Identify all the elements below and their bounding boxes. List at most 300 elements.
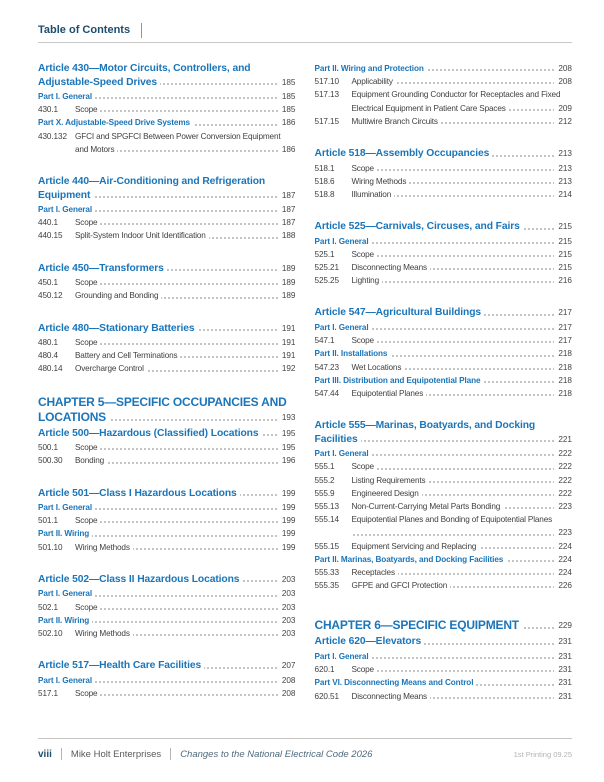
entry-body: [75, 229, 296, 242]
toc-entry-item[interactable]: [38, 349, 296, 362]
entry-page-number: 222: [554, 447, 572, 460]
entry-title: Part VI. Disconnecting Means and Control: [315, 678, 477, 687]
toc-column-left: [38, 62, 296, 722]
entry-title: Part I. General: [38, 92, 95, 101]
entry-page-number: 207: [278, 659, 296, 673]
entry-title: Scope: [75, 516, 100, 525]
toc-entry-part[interactable]: [315, 650, 573, 663]
entry-page-number: 217: [554, 334, 572, 347]
entry-title: Disconnecting Means: [352, 692, 430, 701]
entry-title: Scope: [75, 278, 100, 287]
entry-title: Non-Current-Carrying Metal Parts Bonding: [352, 502, 504, 511]
toc-entry-part[interactable]: [38, 90, 296, 103]
entry-title: Part I. General: [315, 449, 372, 458]
entry-page-number: 231: [554, 663, 572, 676]
entry-page-number: 222: [554, 487, 572, 500]
entry-title: CHAPTER 5—SPECIFIC OCCUPANCIES AND LOCATIONS: [38, 395, 290, 424]
entry-page-number: 214: [554, 188, 572, 201]
entry-page-number: 203: [278, 614, 296, 627]
entry-number: 500.1: [38, 441, 58, 454]
entry-page-number: 191: [278, 336, 296, 349]
entry-page-number: 209: [554, 102, 572, 115]
entry-title: Article 518—Assembly Occupancies: [315, 148, 493, 159]
entry-number: 500.30: [38, 454, 62, 467]
toc-entry-item[interactable]: [38, 454, 296, 467]
entry-body: [75, 289, 296, 302]
toc-entry-article[interactable]: [38, 427, 296, 441]
footer-printing-info: 1st Printing 09.25: [513, 749, 572, 759]
entry-body: [352, 460, 573, 473]
toc-entry-part[interactable]: [38, 203, 296, 216]
entry-title: Scope: [352, 665, 377, 674]
entry-page-number: 222: [554, 460, 572, 473]
entry-title: Equipment Servicing and Replacing: [352, 542, 480, 551]
entry-body: [75, 130, 296, 156]
entry-title: Part X. Adjustable-Speed Drive Systems: [38, 118, 193, 127]
entry-number: 502.10: [38, 627, 62, 640]
entry-page-number: 193: [278, 410, 296, 425]
entry-number: 547.1: [315, 334, 335, 347]
entry-page-number: 189: [278, 262, 296, 276]
entry-body: [75, 336, 296, 349]
entry-body: [75, 541, 296, 554]
entry-title: Article 500—Hazardous (Classified) Locations: [38, 428, 261, 439]
entry-body: [352, 261, 573, 274]
toc-entry-part[interactable]: [315, 235, 573, 248]
entry-title: Article 525—Carnivals, Circuses, and Fairs: [315, 221, 523, 232]
entry-number: 555.15: [315, 540, 339, 553]
footer-publisher: Mike Holt Enterprises: [70, 748, 162, 760]
entry-title: Part I. General: [315, 323, 372, 332]
toc-entry-article[interactable]: [38, 175, 296, 202]
toc-entry-item[interactable]: [315, 75, 573, 88]
entry-number: 518.6: [315, 175, 335, 188]
entry-title: CHAPTER 6—SPECIFIC EQUIPMENT: [315, 618, 522, 632]
toc-entry-item[interactable]: [315, 248, 573, 261]
entry-title: Grounding and Bonding: [75, 291, 161, 300]
toc-entry-item[interactable]: [315, 88, 573, 114]
toc-entry-part[interactable]: [38, 527, 296, 540]
entry-title: Equipment Grounding Conductor for Receptacles and Fixed Electrical Equipment in Patient Care Spaces: [352, 90, 564, 112]
entry-page-number: 231: [554, 690, 572, 703]
entry-title: Wiring Methods: [75, 629, 133, 638]
entry-number: 555.1: [315, 460, 335, 473]
entry-title: Listing Requirements: [352, 476, 429, 485]
toc-entry-part[interactable]: [315, 321, 573, 334]
entry-title: Article 517—Health Care Facilities: [38, 660, 204, 671]
entry-body: [352, 274, 573, 287]
toc-entry-item[interactable]: [315, 188, 573, 201]
toc-entry-part[interactable]: [315, 676, 573, 689]
entry-page-number: 185: [278, 90, 296, 103]
entry-title: Overcharge Control: [75, 364, 147, 373]
entry-title: Part I. General: [38, 205, 95, 214]
entry-title: Wiring Methods: [75, 543, 133, 552]
entry-page-number: 213: [554, 162, 572, 175]
entry-title: Part II. Installations: [315, 349, 391, 358]
toc-entry-article[interactable]: [315, 306, 573, 320]
entry-page-number: 215: [554, 220, 572, 234]
toc-entry-article[interactable]: [38, 322, 296, 336]
entry-number: 517.1: [38, 687, 58, 700]
entry-title: Part I. General: [38, 676, 95, 685]
entry-page-number: 231: [554, 676, 572, 689]
toc-section: [315, 419, 573, 592]
entry-title: Article 501—Class I Hazardous Locations: [38, 488, 240, 499]
entry-body: [75, 362, 296, 375]
toc-entry-item[interactable]: [315, 274, 573, 287]
entry-page-number: 224: [554, 566, 572, 579]
entry-title: Scope: [75, 603, 100, 612]
toc-entry-article[interactable]: [315, 220, 573, 234]
entry-title: Disconnecting Means: [352, 263, 430, 272]
entry-body: [75, 627, 296, 640]
entry-page-number: 203: [278, 601, 296, 614]
entry-page-number: 224: [554, 540, 572, 553]
entry-page-number: 215: [554, 235, 572, 248]
toc-entry-part[interactable]: [315, 447, 573, 460]
entry-title: Article 480—Stationary Batteries: [38, 323, 197, 334]
entry-title: Scope: [75, 689, 100, 698]
toc-entry-item[interactable]: [38, 336, 296, 349]
entry-page-number: 199: [278, 501, 296, 514]
entry-title: Article 502—Class II Hazardous Locations: [38, 574, 242, 585]
entry-page-number: 189: [278, 276, 296, 289]
entry-body: [352, 162, 573, 175]
entry-title: GFCI and SPGFCI Between Power Conversion Equipment and Motors: [75, 132, 283, 154]
toc-section: [38, 395, 296, 468]
entry-title: Equipotential Planes and Bonding of Equipotential Planes: [352, 515, 556, 524]
entry-body: [352, 334, 573, 347]
entry-page-number: 199: [278, 514, 296, 527]
entry-title: Lighting: [352, 276, 382, 285]
entry-title: Part II. Wiring and Protection: [315, 64, 427, 73]
toc-entry-item[interactable]: [38, 441, 296, 454]
entry-number: 440.15: [38, 229, 62, 242]
toc-entry-article[interactable]: [315, 147, 573, 161]
toc-entry-part[interactable]: [38, 614, 296, 627]
entry-title: Scope: [352, 462, 377, 471]
entry-page-number: 186: [278, 143, 296, 156]
entry-number: 501.1: [38, 514, 58, 527]
entry-title: Scope: [75, 338, 100, 347]
entry-title: Bonding: [75, 456, 107, 465]
toc-entry-item[interactable]: [315, 663, 573, 676]
entry-body: [75, 687, 296, 700]
page-footer: [38, 738, 572, 761]
toc-column-right: [315, 62, 573, 722]
entry-title: Part I. General: [38, 589, 95, 598]
entry-title: Wiring Methods: [352, 177, 410, 186]
entry-page-number: 208: [554, 75, 572, 88]
toc-entry-item[interactable]: [38, 687, 296, 700]
entry-page-number: 196: [278, 454, 296, 467]
entry-page-number: 216: [554, 274, 572, 287]
entry-number: 480.14: [38, 362, 62, 375]
footer-separator: [170, 748, 171, 760]
entry-page-number: 226: [554, 579, 572, 592]
toc-section: [38, 573, 296, 640]
toc-entry-item[interactable]: [315, 361, 573, 374]
entry-number: 450.12: [38, 289, 62, 302]
toc-entry-part[interactable]: [315, 374, 573, 387]
toc-section: [315, 618, 573, 702]
entry-page-number: 224: [554, 553, 572, 566]
toc-entry-item[interactable]: [315, 540, 573, 553]
page-header: [38, 22, 572, 43]
toc-section: [38, 659, 296, 700]
entry-number: 555.2: [315, 474, 335, 487]
entry-page-number: 203: [278, 587, 296, 600]
toc-section: [38, 175, 296, 243]
entry-page-number: 218: [554, 374, 572, 387]
entry-body: [352, 387, 573, 400]
entry-number: 525.25: [315, 274, 339, 287]
toc-entry-article[interactable]: [315, 419, 573, 446]
entry-number: 518.1: [315, 162, 335, 175]
entry-number: 480.1: [38, 336, 58, 349]
entry-page-number: 199: [278, 527, 296, 540]
entry-page-number: 208: [278, 674, 296, 687]
toc-entry-item[interactable]: [315, 579, 573, 592]
entry-body: [75, 276, 296, 289]
entry-page-number: 186: [278, 116, 296, 129]
entry-body: [352, 663, 573, 676]
entry-body: [75, 216, 296, 229]
entry-page-number: 208: [554, 62, 572, 75]
toc-entry-part[interactable]: [315, 553, 573, 566]
toc-entry-item[interactable]: [315, 474, 573, 487]
entry-page-number: 203: [278, 573, 296, 587]
toc-entry-item[interactable]: [315, 690, 573, 703]
entry-body: [75, 454, 296, 467]
footer-book-title: Changes to the National Electrical Code 2026: [180, 748, 373, 760]
entry-title: Article 440—Air-Conditioning and Refrigeration Equipment: [38, 176, 268, 201]
toc-section: [315, 306, 573, 400]
entry-number: 525.21: [315, 261, 339, 274]
toc-entry-part[interactable]: [38, 501, 296, 514]
toc-entry-item[interactable]: [38, 216, 296, 229]
entry-page-number: 223: [554, 526, 572, 539]
toc-entry-part[interactable]: [38, 674, 296, 687]
entry-body: [352, 690, 573, 703]
entry-page-number: 213: [554, 175, 572, 188]
toc-entry-item[interactable]: [38, 103, 296, 116]
entry-page-number: 215: [554, 261, 572, 274]
toc-section: [38, 262, 296, 303]
entry-page-number: 212: [554, 115, 572, 128]
entry-number: 620.51: [315, 690, 339, 703]
entry-body: [352, 175, 573, 188]
entry-title: Scope: [352, 164, 377, 173]
toc-entry-article[interactable]: [315, 635, 573, 649]
entry-body: [352, 188, 573, 201]
entry-page-number: 217: [554, 321, 572, 334]
entry-number: 450.1: [38, 276, 58, 289]
entry-title: Scope: [75, 443, 100, 452]
entry-body: [352, 513, 573, 539]
toc-entry-article[interactable]: [38, 487, 296, 501]
footer-separator: [61, 748, 62, 760]
toc-entry-item[interactable]: [315, 334, 573, 347]
entry-title: Article 430—Motor Circuits, Controllers, and Adjustable-Speed Drives: [38, 63, 253, 88]
entry-page-number: 185: [278, 76, 296, 90]
toc-entry-item[interactable]: [38, 514, 296, 527]
entry-number: 525.1: [315, 248, 335, 261]
entry-page-number: 189: [278, 289, 296, 302]
toc-entry-article[interactable]: [38, 659, 296, 673]
entry-title: Scope: [75, 218, 100, 227]
toc-entry-item[interactable]: [315, 162, 573, 175]
toc-entry-item[interactable]: [315, 115, 573, 128]
toc-entry-item[interactable]: [315, 387, 573, 400]
entry-page-number: 218: [554, 361, 572, 374]
entry-page-number: 191: [278, 322, 296, 336]
entry-number: 555.13: [315, 500, 339, 513]
entry-body: [352, 540, 573, 553]
entry-body: [75, 103, 296, 116]
toc-entry-chapter[interactable]: [38, 395, 296, 425]
toc-entry-article[interactable]: [38, 62, 296, 89]
toc-entry-item[interactable]: [38, 229, 296, 242]
toc-entry-item[interactable]: [315, 261, 573, 274]
entry-title: Part III. Distribution and Equipotential Plane: [315, 376, 484, 385]
toc-entry-item[interactable]: [315, 487, 573, 500]
entry-number: 440.1: [38, 216, 58, 229]
toc-entry-item[interactable]: [38, 276, 296, 289]
entry-title: Battery and Cell Terminations: [75, 351, 180, 360]
toc-section: [38, 322, 296, 376]
entry-page-number: 231: [554, 635, 572, 649]
toc-section: [315, 62, 573, 128]
toc-section: [38, 62, 296, 156]
footer-page-number: viii: [38, 748, 52, 760]
entry-number: 547.44: [315, 387, 339, 400]
entry-body: [352, 75, 573, 88]
entry-page-number: 199: [278, 541, 296, 554]
toc-entry-chapter[interactable]: [315, 618, 573, 633]
entry-title: Article 450—Transformers: [38, 263, 167, 274]
entry-page-number: 191: [278, 349, 296, 362]
entry-page-number: 221: [554, 433, 572, 447]
entry-number: 555.14: [315, 513, 339, 526]
entry-number: 517.13: [315, 88, 339, 101]
entry-page-number: 185: [278, 103, 296, 116]
entry-title: Part II. Wiring: [38, 616, 92, 625]
entry-body: [75, 514, 296, 527]
entry-number: 517.10: [315, 75, 339, 88]
entry-page-number: 222: [554, 474, 572, 487]
toc-entry-item[interactable]: [38, 289, 296, 302]
toc-entry-item[interactable]: [315, 513, 573, 539]
toc-entry-item[interactable]: [315, 175, 573, 188]
toc-entry-item[interactable]: [38, 130, 296, 156]
toc-section: [38, 487, 296, 554]
entry-body: [352, 474, 573, 487]
toc-entry-part[interactable]: [38, 116, 296, 129]
toc-entry-item[interactable]: [38, 627, 296, 640]
entry-title: Scope: [352, 336, 377, 345]
entry-body: [75, 601, 296, 614]
entry-body: [352, 248, 573, 261]
entry-title: Split-System Indoor Unit Identification: [75, 231, 209, 240]
entry-number: 555.35: [315, 579, 339, 592]
entry-page-number: 195: [278, 427, 296, 441]
entry-body: [352, 566, 573, 579]
toc-entry-item[interactable]: [315, 500, 573, 513]
entry-number: 518.8: [315, 188, 335, 201]
entry-number: 430.1: [38, 103, 58, 116]
entry-title: Multiwire Branch Circuits: [352, 117, 441, 126]
toc-entry-article[interactable]: [38, 573, 296, 587]
toc-entry-part[interactable]: [38, 587, 296, 600]
entry-page-number: 217: [554, 306, 572, 320]
entry-title: Part I. General: [315, 652, 372, 661]
entry-title: Wet Locations: [352, 363, 405, 372]
entry-title: Article 555—Marinas, Boatyards, and Docking Facilities: [315, 420, 539, 445]
entry-page-number: 229: [554, 618, 572, 633]
entry-number: 480.4: [38, 349, 58, 362]
entry-page-number: 218: [554, 347, 572, 360]
entry-page-number: 218: [554, 387, 572, 400]
entry-page-number: 223: [554, 500, 572, 513]
entry-body: [352, 500, 573, 513]
entry-body: [352, 88, 573, 114]
toc-entry-article[interactable]: [38, 262, 296, 276]
entry-number: 620.1: [315, 663, 335, 676]
entry-page-number: 215: [554, 248, 572, 261]
toc-entry-part[interactable]: [315, 62, 573, 75]
entry-title: Part II. Marinas, Boatyards, and Docking Facilities: [315, 555, 507, 564]
entry-title: Receptacles: [352, 568, 398, 577]
entry-title: Part I. General: [315, 237, 372, 246]
toc-entry-item[interactable]: [315, 566, 573, 579]
entry-number: 430.132: [38, 130, 67, 143]
entry-page-number: 231: [554, 650, 572, 663]
entry-page-number: 203: [278, 627, 296, 640]
toc-section: [315, 147, 573, 201]
entry-title: Illumination: [352, 190, 395, 199]
toc-entry-item[interactable]: [38, 541, 296, 554]
entry-title: Scope: [75, 105, 100, 114]
entry-body: [352, 361, 573, 374]
entry-page-number: 195: [278, 441, 296, 454]
entry-page-number: 187: [278, 216, 296, 229]
entry-title: Part II. Wiring: [38, 529, 92, 538]
toc-entry-item[interactable]: [38, 601, 296, 614]
toc-entry-item[interactable]: [38, 362, 296, 375]
entry-title: Equipotential Planes: [352, 389, 427, 398]
entry-page-number: 208: [278, 687, 296, 700]
toc-entry-item[interactable]: [315, 460, 573, 473]
entry-number: 501.10: [38, 541, 62, 554]
page-title: Table of Contents: [38, 24, 131, 36]
entry-page-number: 199: [278, 487, 296, 501]
entry-body: [75, 349, 296, 362]
entry-title: Article 547—Agricultural Buildings: [315, 307, 485, 318]
entry-title: GFPE and GFCI Protection: [352, 581, 451, 590]
entry-page-number: 188: [278, 229, 296, 242]
entry-title: Applicability: [352, 77, 396, 86]
entry-title: Article 620—Elevators: [315, 636, 425, 647]
entry-body: [352, 579, 573, 592]
entry-page-number: 192: [278, 362, 296, 375]
toc-section: [315, 220, 573, 287]
header-divider: [141, 23, 142, 38]
entry-page-number: 187: [278, 203, 296, 216]
entry-body: [352, 115, 573, 128]
toc-entry-part[interactable]: [315, 347, 573, 360]
